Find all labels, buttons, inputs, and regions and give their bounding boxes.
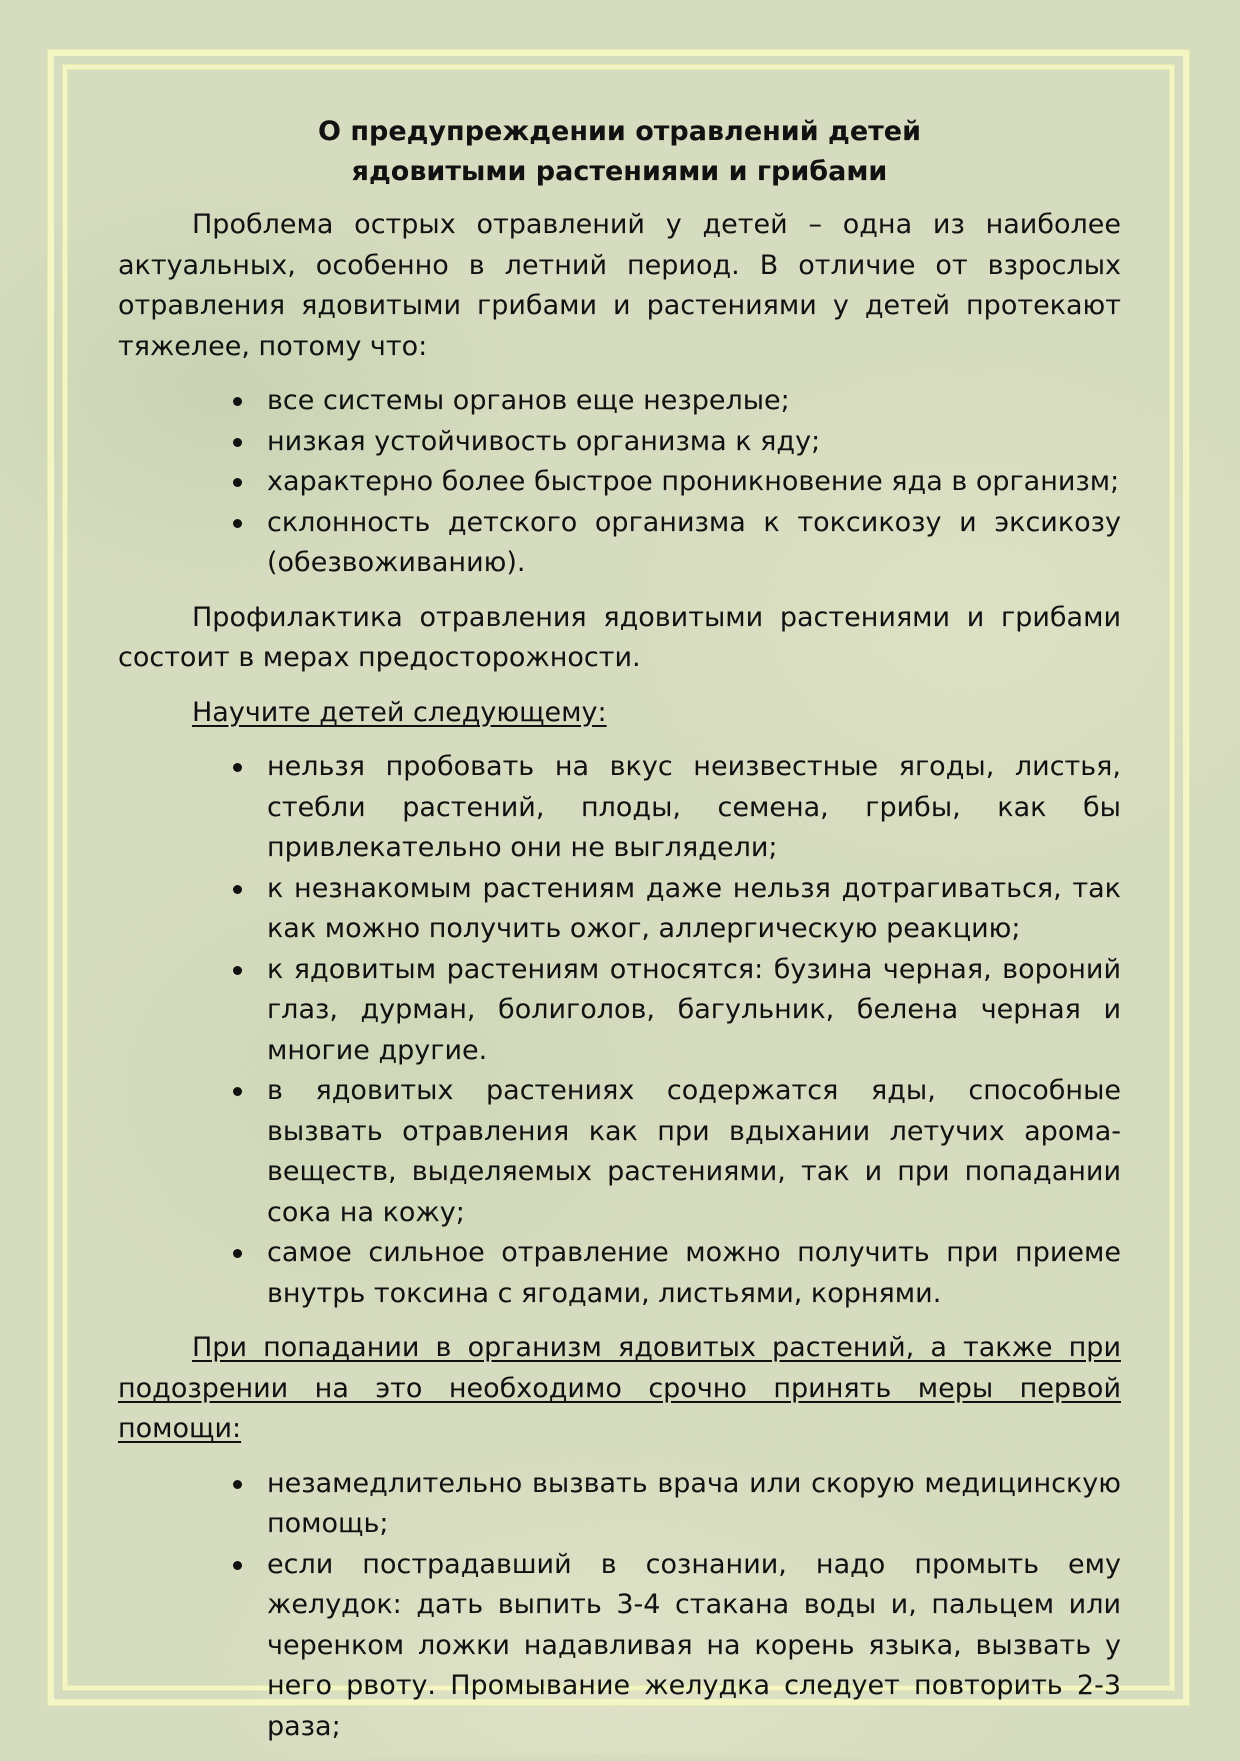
first-aid-heading: При попадании в организм ядовитых растений, а также при подозрении на это необходимо срочно принять меры первой помощи: [118,1332,1121,1444]
list-item: самое сильное отравление можно получить при приеме внутрь токсина с ягодами, листьями, корнями. [267,1233,1121,1314]
title-line-1: О предупреждении отравлений детей [317,116,922,147]
prevention-paragraph: Профилактика отравления ядовитыми растениями и грибами состоит в мерах предосторожности. [118,601,1121,673]
list-item: склонность детского организма к токсикозу и эксикозу (обезвоживанию). [267,503,1121,584]
list-item: все системы органов еще незрелые; [267,381,1121,422]
list-item: к незнакомым растениям даже нельзя дотрагиваться, так как можно получить ожог, аллергическую реакцию; [267,869,1121,950]
document-title [118,112,1121,192]
first-aid-list [118,1464,1121,1748]
list-item: характерно более быстрое проникновение яда в организм; [267,462,1121,503]
teach-list [118,747,1121,1314]
reasons-list [118,381,1121,584]
list-item: нельзя пробовать на вкус неизвестные ягоды, листья, стебли растений, плоды, семена, грибы, как бы привлекательно они не выглядели; [267,747,1121,869]
list-item: незамедлительно вызвать врача или скорую медицинскую помощь; [267,1464,1121,1545]
teach-heading: Научите детей следующему: [192,696,607,728]
list-item: в ядовитых растениях содержатся яды, способные вызвать отравления как при вдыхании летучих арома-веществ, выделяемых растениями, так и при попадании сока на кожу; [267,1071,1121,1233]
list-item: низкая устойчивость организма к яду; [267,422,1121,463]
list-item: если пострадавший в сознании, надо промыть ему желудок: дать выпить 3-4 стакана воды и, пальцем или черенком ложки надавливая на корень языка, вызвать у него рвоту. Промывание желудка следует повторить 2-3 раза; [267,1545,1121,1748]
intro-paragraph: Проблема острых отравлений у детей – одна из наиболее актуальных, особенно в летний период. В отличие от взрослых отравления ядовитыми грибами и растениями у детей протекают тяжелее, потому что: [118,209,1121,362]
title-line-2: ядовитыми растениями и грибами [351,156,888,187]
list-item: к ядовитым растениям относятся: бузина черная, вороний глаз, дурман, болиголов, багульник, белена черная и многие другие. [267,950,1121,1072]
document-body [118,112,1121,1761]
